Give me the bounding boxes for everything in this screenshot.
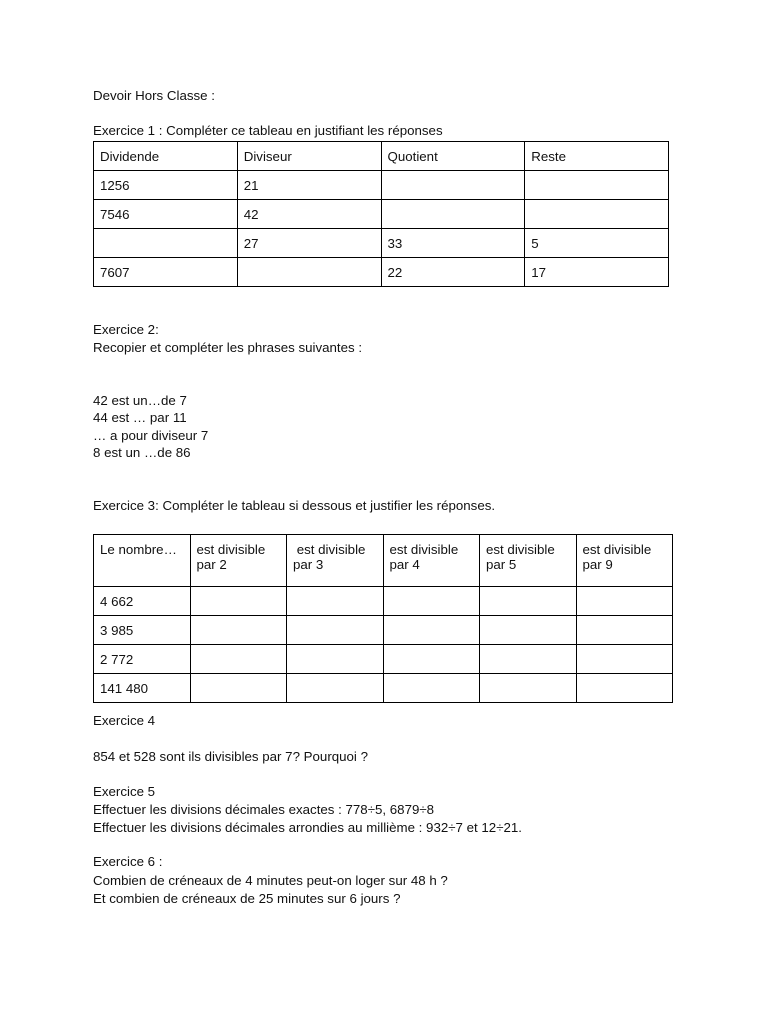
table-cell: 4 662	[94, 587, 191, 616]
table-cell	[287, 587, 384, 616]
exercise-5-title: Exercice 5	[93, 784, 156, 799]
header-cell: est divisible par 4	[383, 535, 480, 587]
table-cell	[576, 674, 673, 703]
table-row	[94, 258, 669, 287]
exercise-2-sentence: … a pour diviseur 7	[93, 428, 209, 443]
table-cell: 2 772	[94, 645, 191, 674]
table-cell	[383, 674, 480, 703]
header-cell: est divisible par 2	[190, 535, 287, 587]
exercise-3-table	[93, 534, 673, 703]
table-cell	[383, 616, 480, 645]
exercise-6-line: Combien de créneaux de 4 minutes peut-on loger sur 48 h ?	[93, 873, 448, 888]
exercise-3-title: Exercice 3: Compléter le tableau si dessous et justifier les réponses.	[93, 498, 496, 513]
table-cell: 42	[237, 200, 381, 229]
table-cell	[525, 200, 669, 229]
table-cell	[190, 587, 287, 616]
table-cell	[237, 258, 381, 287]
table-cell: 21	[237, 171, 381, 200]
header-cell: Quotient	[381, 142, 525, 171]
table-cell: 7607	[94, 258, 238, 287]
table-row	[94, 645, 673, 674]
table-cell	[480, 616, 577, 645]
table-row	[94, 229, 669, 258]
table-cell	[525, 171, 669, 200]
table-cell	[190, 645, 287, 674]
exercise-1-table	[93, 141, 669, 287]
table-row	[94, 587, 673, 616]
table-cell: 5	[525, 229, 669, 258]
exercise-2-instruction: Recopier et compléter les phrases suivantes :	[93, 340, 363, 355]
table-cell: 27	[237, 229, 381, 258]
table-header-row	[94, 535, 673, 587]
table-cell	[480, 587, 577, 616]
exercise-2-sentence: 8 est un …de 86	[93, 445, 191, 460]
header-cell: Dividende	[94, 142, 238, 171]
table-cell	[576, 616, 673, 645]
table-cell: 141 480	[94, 674, 191, 703]
exercise-1-title: Exercice 1 : Compléter ce tableau en justifiant les réponses	[93, 123, 443, 138]
table-cell	[381, 171, 525, 200]
table-cell	[381, 200, 525, 229]
table-cell: 22	[381, 258, 525, 287]
table-cell: 17	[525, 258, 669, 287]
table-row	[94, 171, 669, 200]
table-cell	[94, 229, 238, 258]
header-cell: Diviseur	[237, 142, 381, 171]
table-cell: 7546	[94, 200, 238, 229]
exercise-2-title: Exercice 2:	[93, 322, 159, 337]
table-cell	[576, 645, 673, 674]
table-row	[94, 616, 673, 645]
header-cell: Reste	[525, 142, 669, 171]
table-cell: 3 985	[94, 616, 191, 645]
exercise-4-question: 854 et 528 sont ils divisibles par 7? Pourquoi ?	[93, 749, 368, 764]
exercise-4-title: Exercice 4	[93, 713, 156, 728]
table-cell	[480, 645, 577, 674]
header-cell: est divisible par 3	[287, 535, 384, 587]
table-cell	[287, 674, 384, 703]
exercise-6-title: Exercice 6 :	[93, 854, 163, 869]
table-cell	[383, 587, 480, 616]
table-cell: 1256	[94, 171, 238, 200]
exercise-2-sentence: 42 est un…de 7	[93, 393, 187, 408]
exercise-5-line: Effectuer les divisions décimales exactes : 778÷5, 6879÷8	[93, 802, 435, 817]
table-row	[94, 674, 673, 703]
exercise-6-line: Et combien de créneaux de 25 minutes sur 6 jours ?	[93, 891, 401, 906]
header-cell: est divisible par 9	[576, 535, 673, 587]
table-cell	[190, 616, 287, 645]
table-cell	[287, 616, 384, 645]
exercise-5-line: Effectuer les divisions décimales arrondies au millième : 932÷7 et 12÷21.	[93, 820, 522, 835]
exercise-2-sentence: 44 est … par 11	[93, 410, 187, 425]
page-title: Devoir Hors Classe :	[93, 88, 215, 103]
table-header-row	[94, 142, 669, 171]
table-cell	[287, 645, 384, 674]
header-cell: Le nombre…	[94, 535, 191, 587]
table-cell	[383, 645, 480, 674]
table-row	[94, 200, 669, 229]
table-cell	[190, 674, 287, 703]
header-cell: est divisible par 5	[480, 535, 577, 587]
table-cell	[480, 674, 577, 703]
table-cell	[576, 587, 673, 616]
table-cell: 33	[381, 229, 525, 258]
